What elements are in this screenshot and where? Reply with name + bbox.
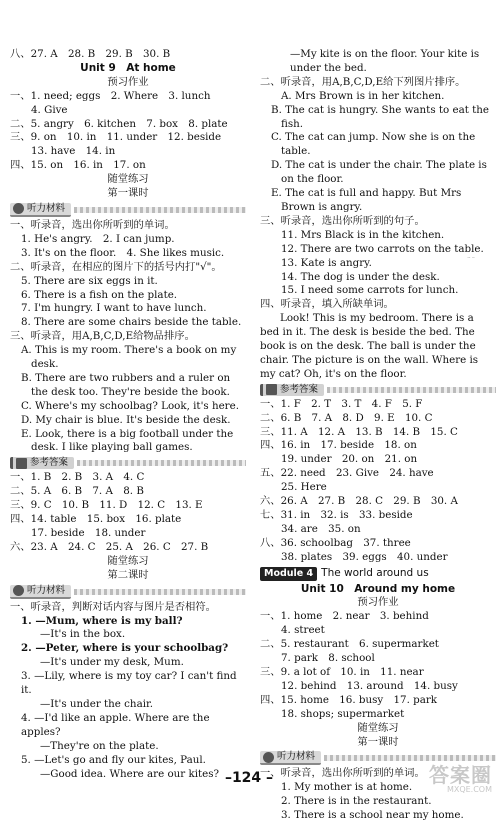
text-line: 6. There is a fish on the plate. [21, 288, 178, 301]
text-line: 七、31. in 32. is 33. beside [260, 509, 413, 521]
text-line: —Good idea. Where are our kites? [40, 767, 220, 780]
text-line: 四、15. home 16. busy 17. park [260, 693, 438, 706]
text-line: 预习作业 [357, 596, 399, 609]
text-line: C. Where's my schoolbag? Look, it's here. [21, 399, 239, 412]
section-tag [10, 203, 71, 217]
text-line: 13. have 14. in [31, 145, 116, 158]
text-line: 3. It's on the floor. 4. She likes music. [21, 246, 225, 259]
text-line: 5. There are six eggs in it. [21, 274, 158, 287]
section-tag [260, 751, 321, 765]
text-line: 3. —Lily, where is my toy car? I can't find it. [21, 670, 237, 697]
text-line: 六、23. A 24. C 25. A 26. C 27. B [10, 540, 209, 553]
text-line: 一、1. F 2. T 3. T 4. F 5. F [260, 397, 423, 410]
right-column [260, 48, 496, 823]
watermark-logo [412, 765, 492, 794]
text-line: A. This is my room. There's a book on my desk. [21, 344, 237, 371]
text-line: 三、9. a lot of 10. in 11. near [260, 665, 424, 678]
text-line: —They're on the plate. [40, 739, 159, 752]
text-line: Look! This is my bedroom. There is a bed in it. The desk is beside the bed. The book is on the desk. The ball is under the chair. The picture is on the wall. Where is my cat? Oh, it's on the floor. [260, 312, 479, 380]
text-line: —It's in the box. [40, 628, 126, 641]
text-line: 一、1. home 2. near 3. behind [260, 610, 429, 623]
text-line: 4. street [281, 624, 325, 637]
answer-icon [16, 458, 27, 469]
text-line: 四、听录音，填入所缺单词。 [260, 298, 394, 311]
text-line: 38. plates 39. eggs 40. under [281, 550, 448, 563]
text-line: 八、36. schoolbag 37. three [260, 536, 411, 549]
text-line: 二、听录音，在相应的图片下的括号内打"√"。 [10, 260, 222, 273]
text-line: 25. Here [281, 481, 327, 494]
text-line: 1. He's angry. 2. I can jump. [21, 232, 175, 245]
answer-key-tag [260, 382, 496, 398]
text-line: 18. shops; supermarket [281, 707, 405, 720]
text-line: 2. —Peter, where is your schoolbag? [21, 642, 229, 655]
tag-divider [324, 755, 496, 761]
text-line: C. The cat can jump. Now she is on the table. [271, 131, 476, 158]
text-line: 11. Mrs Black is in the kitchen. [281, 228, 445, 241]
text-line: 三、听录音，用A,B,C,D,E给物品排序。 [10, 330, 195, 343]
page-number: –124 – [224, 770, 274, 786]
headphones-icon [13, 585, 24, 596]
text-line: —It's under my desk, Mum. [40, 656, 184, 669]
text-line: 3. There is a school near my home. [281, 809, 464, 822]
text-line: 2. There is in the restaurant. [281, 795, 432, 808]
watermark-line-2: MXQE.COM [446, 785, 492, 794]
section-tag-label: 听力材料 [27, 584, 66, 596]
text-line: 17. beside 18. under [31, 527, 146, 539]
text-line: 4. Give [31, 103, 68, 116]
tag-divider [74, 207, 246, 213]
text-line: 随堂练习 [357, 721, 399, 734]
text-line: 三、9. C 10. B 11. D 12. C 13. E [10, 499, 203, 512]
section-tag-label: 听力材料 [277, 751, 316, 763]
text-line: 第一课时 [107, 187, 149, 200]
tag-divider [74, 589, 246, 595]
text-line: 1. My mother is at home. [281, 781, 413, 794]
text-line: 四、14. table 15. box 16. plate [10, 513, 182, 526]
text-line: 12. There are two carrots on the table. [281, 242, 484, 255]
text-line: 四、15. on 16. in 17. on [10, 159, 146, 172]
text-line: 随堂练习 [107, 554, 149, 567]
text-line: 三、11. A 12. A 13. B 14. B 15. C [260, 425, 458, 438]
tag-divider [327, 387, 496, 393]
text-line: 8. There are some chairs beside the table. [21, 316, 242, 329]
left-column [10, 48, 246, 781]
section-tag [10, 585, 71, 599]
text-line: D. My chair is blue. It's beside the desk. [21, 413, 231, 426]
text-line: 二、6. B 7. A 8. D 9. E 10. C [260, 411, 433, 424]
headphones-icon [263, 752, 274, 763]
listening-material-tag [10, 201, 246, 219]
text-line: 一、听录音，选出你所听到的单词。 [260, 767, 425, 780]
text-line: 四、16. in 17. beside 18. on [260, 439, 417, 452]
text-line: D. The cat is under the chair. The plate is on the floor. [271, 159, 487, 186]
text-line: 二、5. restaurant 6. supermarket [260, 638, 439, 651]
text-line: 第一课时 [357, 735, 399, 748]
text-line: 三、听录音，选出你所听到的句子。 [260, 214, 425, 227]
watermark-line-1: 答案圈 [429, 763, 492, 787]
section-tag [10, 457, 74, 469]
text-line: 1. —Mum, where is my ball? [21, 614, 183, 627]
text-line: 六、26. A 27. B 28. C 29. B 30. A [260, 495, 458, 508]
text-line: 12. behind 13. around 14. busy [281, 679, 458, 692]
answer-key-tag [10, 455, 246, 471]
text-line: 二、听录音，用A,B,C,D,E给下列图片排序。 [260, 75, 466, 88]
text-line: E. The cat is full and happy. But Mrs Brown is angry. [271, 187, 462, 213]
answer-icon [266, 384, 277, 395]
text-line: 5. —Let's go and fly our kites, Paul. [21, 753, 206, 766]
module-badge: Module 4 [260, 567, 317, 581]
text-line: 三、9. on 10. in 11. under 12. beside [10, 131, 222, 144]
text-line: —My kite is on the floor. Your kite is under the bed. [290, 48, 480, 74]
text-line: —It's under the chair. [40, 697, 154, 710]
text-line: 二、5. A 6. B 7. A 8. B [10, 485, 144, 498]
text-line: 4. —I'd like an apple. Where are the apples? [21, 711, 210, 738]
text-line: E. Look, there is a big football under the desk. I like playing ball games. [21, 427, 234, 454]
text-line: 13. Kate is angry. [260, 257, 496, 271]
text-line: Unit 10 Around my home [300, 582, 456, 595]
text-line: 随堂练习 [107, 173, 149, 186]
text-line: 八、27. A 28. B 29. B 30. B [10, 48, 171, 60]
text-line: 34. are 35. on [281, 522, 361, 535]
text-line: 一、听录音，选出你所听到的单词。 [10, 218, 175, 231]
listening-material-tag [10, 583, 246, 601]
section-tag-label: 听力材料 [27, 202, 66, 214]
headphones-icon [13, 203, 24, 214]
tag-divider [77, 460, 246, 466]
text-line: 第二课时 [107, 568, 149, 581]
text-line: 预习作业 [107, 75, 149, 88]
text-line: 7. I'm hungry. I want to have lunch. [21, 302, 207, 315]
text-line: 一、听录音，判断对话内容与图片是否相符。 [10, 600, 216, 613]
text-line: 一、1. B 2. B 3. A 4. C [10, 471, 145, 484]
text-line: 14. The dog is under the desk. [281, 270, 440, 283]
text-line: 7. park 8. school [281, 652, 375, 665]
section-tag-label: 参考答案 [30, 457, 69, 469]
text-line: B. There are two rubbers and a ruler on the desk too. They're beside the book. [21, 371, 231, 398]
section-tag-label: 参考答案 [280, 383, 319, 395]
text-line: 二、5. angry 6. kitchen 7. box 8. plate [10, 117, 228, 130]
module-title: The world around us [321, 566, 429, 579]
text-line: 五、22. need 23. Give 24. have [260, 467, 434, 480]
text-line: 19. under 20. on 21. on [281, 453, 418, 466]
stamp-logo [454, 257, 496, 261]
text-line: A. Mrs Brown is in her kitchen. [281, 89, 445, 102]
text-line: 15. I need some carrots for lunch. [281, 284, 459, 297]
text-line: 一、1. need; eggs 2. Where 3. lunch [10, 89, 211, 102]
section-tag [260, 384, 324, 396]
text-line: B. The cat is hungry. She wants to eat the fish. [271, 103, 489, 130]
text-line: Unit 9 At home [80, 61, 176, 74]
module-heading [260, 567, 496, 581]
